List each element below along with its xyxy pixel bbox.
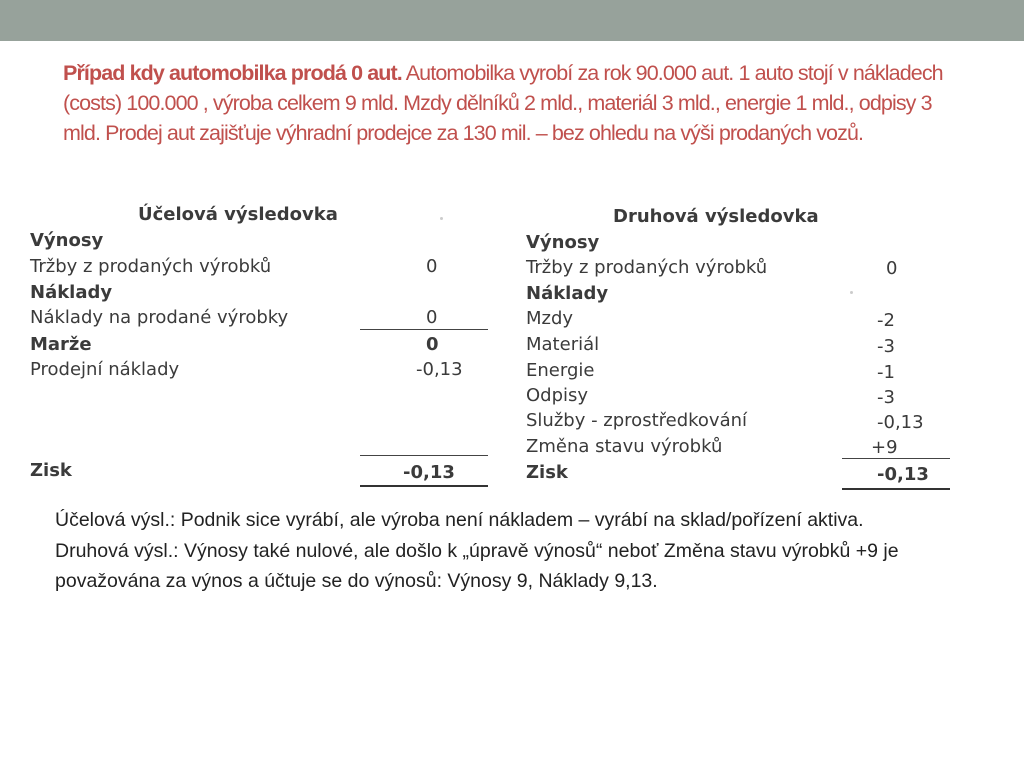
left-statement-table [30,195,500,495]
right-row-label: Výnosy [526,232,600,253]
right-table-heading: Druhová výsledovka [613,206,819,227]
left-row-label: Tržby z prodaných výrobků [30,256,272,277]
subtotal-rule [360,329,488,330]
left-row-label: Zisk [30,460,72,481]
explanation-text [55,505,985,597]
total-double-rule [360,485,488,487]
right-row-label: Tržby z prodaných výrobků [526,257,768,278]
explanation-line-2: Druhová výsl.: Výnosy také nulové, ale došlo k „úpravě výnosů“ neboť Změna stavu výrobků +9 je považována za výnos a účtuje se do výnosů: Výnosy 9, Náklady 9,13. [55,539,899,592]
top-bar [0,0,1024,41]
right-row-value: -2 [877,310,895,331]
left-row-value: 0 [426,256,438,277]
right-row-value: -0,13 [877,412,924,433]
right-row-label: Odpisy [526,385,589,406]
left-row-label: Výnosy [30,230,104,251]
subtotal-rule [842,458,950,459]
right-row-label: Materiál [526,334,600,355]
right-row-value: -3 [877,336,895,357]
left-row-value: 0 [426,334,439,355]
right-row-value: +9 [871,437,898,458]
left-row-value: -0,13 [416,359,463,380]
left-row-label: Marže [30,334,92,355]
right-row-label: Náklady [526,283,609,304]
total-double-rule [842,488,950,490]
left-row-label: Prodejní náklady [30,359,180,380]
left-row-label: Náklady na prodané výrobky [30,307,289,328]
right-row-label: Změna stavu výrobků [526,436,723,457]
total-rule [360,455,488,456]
left-row-value: 0 [426,307,438,328]
scan-speck [440,217,443,220]
slide-title [63,58,968,148]
right-row-label: Služby - zprostředkování [526,410,748,431]
right-row-label: Mzdy [526,308,574,329]
right-row-value: -3 [877,387,895,408]
right-row-value: 0 [886,258,898,279]
slide-title-text: Automobilka vyrobí za rok 90.000 aut. 1 auto stojí v nákladech (costs) 100.000 , výroba celkem 9 mld. Mzdy dělníků 2 mld., materiál 3 mld., energie 1 mld., odpisy 3 mld. Prodej aut zajišťuje výhradní prodejce za 130 mil. – bez ohledu na výši prodaných vozů. [63,61,943,145]
right-row-label: Zisk [526,462,568,483]
scan-speck [850,291,853,294]
right-row-value: -0,13 [877,464,929,485]
explanation-line-1: Účelová výsl.: Podnik sice vyrábí, ale výroba není nákladem – vyrábí na sklad/pořízení aktiva. [55,509,864,531]
left-row-label: Náklady [30,282,113,303]
left-table-heading: Účelová výsledovka [138,204,338,225]
right-row-label: Energie [526,360,595,381]
left-row-value: -0,13 [403,462,455,483]
right-statement-table [520,195,960,495]
slide-title-bold: Případ kdy automobilka prodá 0 aut. [63,61,402,85]
right-row-value: -1 [877,362,895,383]
